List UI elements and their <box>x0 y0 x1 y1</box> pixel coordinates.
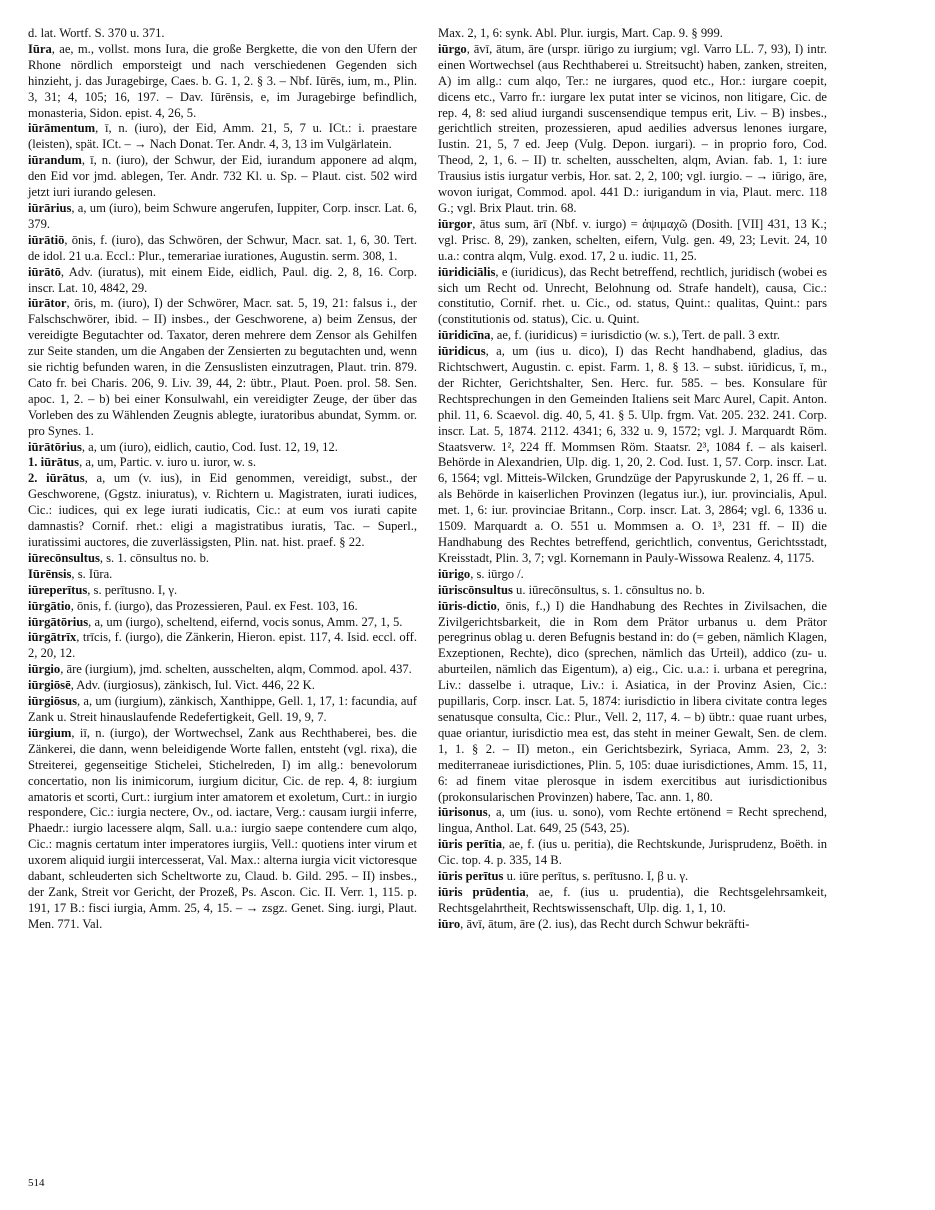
dictionary-entry <box>28 471 417 551</box>
dictionary-entry <box>28 121 417 153</box>
headword: iūriscōnsultus <box>438 582 513 597</box>
headword: iūrārius <box>28 200 72 215</box>
dictionary-entry <box>28 567 417 583</box>
dictionary-entry <box>438 344 827 567</box>
dictionary-entry <box>438 42 827 217</box>
headword: iūro <box>438 916 461 931</box>
entry-text: , ae, f. (ius u. prudentia), die Rechtsgelehrsamkeit, Rechtsgelahrtheit, Rechtswissenschaft, Ulp. dig. 1, 1, 10. <box>438 884 827 915</box>
dictionary-entry <box>438 599 827 806</box>
right-column <box>438 26 827 933</box>
dictionary-entry <box>28 694 417 726</box>
headword: iūrisonus <box>438 805 488 820</box>
entry-text: , ōris, m. (iuro), I) der Schwörer, Macr. sat. 5, 19, 21: falsus i., der Falschschwörer, ibid. – II) insbes., der Geschworene, a) beim Zensus, der vereidigte Begutachter od. Taxator, deren mehrere dem Zensor als Gehilfen zur Seite standen, um die Angaben der Zensierten zu begutachten und, wenn sie richtig befunden waren, in die Zensuslisten einzutragen, Plaut. trin. 879. Cato fr. bei Charis. 206, 9. Liv. 39, 44, 2: übtr., Plaut. Poen. prol. 58. Sen. apoc. 1, 2. – b) bei einer Konsulwahl, ein vereidigter Zeuge, der über das Vorleben des zu Wählenden Zeugnis ablegte, iuratoribus abundat, Symm. or. pro Synes. 1. <box>28 296 417 438</box>
entry-text: , s. Iūra. <box>71 566 113 581</box>
dictionary-entry <box>438 265 827 329</box>
entry-text: , ōnis, f.,) I) die Handhabung des Rechtes in Zivilsachen, die Zivilgerichtsbarkeit, die in Rom dem Prätor urbanus u. dem Prätor peregrinus oblag u. deren Befugnis bestand in: do (= geben, nämlich Klagen, Exzeptionen, Rechte), dico (sprechen, nämlich das Urteil), addico (zu- u. aburteilen, nämlich das Eigentum), a) eig., Cic. u.a.: i. urbana et peregrina, Liv.: dasselbe i. utraque, Liv.: i. Asiatica, in der Provinz Asien, Cic.: pupillaris, Corp. inscr. Lat. 5, 1874: iurisdictio in libera civitate contra leges senatusque consulta, Cic.: Plur., Vell. 2, 117, 4. – b) übtr.: quae ruant urbes, quae oriantur, iurisdictio mea est, das steht in meiner Gewalt, Sen. de clem. 1, 1. § 2. – II) meton., ein Gerichtsbezirk, Syriaca, Amm. 23, 2, 3: mediterraneae iurisdictiones, Plin. 5, 105: duae iurisdictiones, Amm. 15, 11, 6: ad finem vitae plerosque in isdem exercitibus aut iurisdictionibus (prokonsularischen Provinzen) habere, Tac. ann. 1, 80. <box>438 598 827 804</box>
dictionary-entry <box>438 583 827 599</box>
headword: iūrgiōsus <box>28 694 77 709</box>
headword: iūrandum <box>28 153 82 168</box>
entry-text: , āre (iurgium), jmd. schelten, ausschelten, alqm, Commod. apol. 437. <box>60 662 412 677</box>
entry-text: , Adv. (iuratus), mit einem Eide, eidlich, Paul. dig. 2, 8, 16. Corp. inscr. Lat. 10, 4842, 29. <box>28 264 417 295</box>
headword: 2. iūrātus <box>28 471 85 486</box>
dictionary-entry <box>28 599 417 615</box>
entry-text: u. iūrecōnsultus, s. 1. cōnsultus no. b. <box>512 582 705 597</box>
headword: iūris prūdentia <box>438 884 526 899</box>
entry-text: , ōnis, f. (iuro), das Schwören, der Schwur, Macr. sat. 1, 6, 30. Tert. de idol. 21 u.a. Eccl.: Plur., temerariae iurationes, Augustin. serm. 308, 1. <box>28 232 417 263</box>
headword: Iūra <box>28 41 52 56</box>
dictionary-entry <box>28 201 417 233</box>
headword: iūrātiō <box>28 232 65 247</box>
headword: iūris-dictio <box>438 598 497 613</box>
entry-text: , ae, f. (ius u. peritia), die Rechtskunde, Jurisprudenz, Boëth. in Cic. top. 4. p. 335, 14 B. <box>438 837 827 868</box>
headword: 1. iūrātus <box>28 455 80 470</box>
headword: iūrgātrīx <box>28 630 77 645</box>
dictionary-entry <box>438 885 827 917</box>
headword: iūridicus <box>438 344 486 359</box>
dictionary-entry <box>28 583 417 599</box>
dictionary-entry <box>28 726 417 933</box>
dictionary-entry <box>438 567 827 583</box>
dictionary-entry <box>28 551 417 567</box>
headword: iūrgiōsē <box>28 678 71 693</box>
entry-text: , Adv. (iurgiosus), zänkisch, Iul. Vict. 446, 22 K. <box>70 678 315 693</box>
dictionary-entry <box>28 630 417 662</box>
headword: iūrgor <box>438 216 473 231</box>
headword: iūrigo <box>438 566 471 581</box>
entry-text: d. lat. Wortf. S. 370 u. 371. <box>28 26 165 40</box>
entry-text: , a, um (iuro), eidlich, cautio, Cod. Iust. 12, 19, 12. <box>81 439 338 454</box>
dictionary-entry <box>28 455 417 471</box>
headword: iūrātor <box>28 296 67 311</box>
headword: iūridiciālis <box>438 264 496 279</box>
entry-text: , e (iuridicus), das Recht betreffend, rechtlich, juridisch (wobei es sich um Recht od. Unrecht, Belohnung od. Strafe handelt), causa, Cic.: constitutio, Cornif. rhet. u. Cic., od. status, Quint.: qualitas, Quint.: pars (constitutionis od. status), Cic. u. Quint. <box>438 264 827 327</box>
entry-text: , trīcis, f. (iurgo), die Zänkerin, Hieron. epist. 117, 4. Isid. eccl. off. 2, 20, 12. <box>28 630 417 661</box>
dictionary-entry <box>28 678 417 694</box>
entry-text: , a, um (ius u. dico), I) das Recht handhabend, gladius, das Richtschwert, Augustin. c. epist. Farm. 1, 8. § 13. – subst. iūridicus, ī, m., der Richter, Gerichtshalter, Sen. Herc. fur. 585. – bes. Konsulare für Rechtsprechungen in den Gemeinden Italiens seit Marc Aurel, Capit. Anton. phil. 11, 6. Scaevol. dig. 40, 5, 41. § 5. Ulp. frgm. Vat. 205. 232. 241. Corp. inscr. Lat. 5, 1874. 2112. 4341; 6, 332 u. 9, 1572; vgl. J. Marquardt Röm. Staatsverw. 1², 224 ff. Mommsen Röm. Staatsr. 2³, 1084 f. – als kaiserl. Behörde in Alexandrien, Ulp. dig. 1, 20, 2. Cod. Iust. 1, 57. Corp. inscr. Lat. 6, 1564; vgl. Mitteis-Wilcken, Grundzüge der Papyruskunde 2, 1, 26 ff. – u. als Behörde in kaiserlichen Provinzen (legatus iur.), iur. provincialis, Apul. met. 1, 6: iur. provinciae Britann., Corp. inscr. Lat. 3, 2864; vgl. 6, 1336 u. 1509. Marquardt a. O. 551 u. Mommsen a. O. 1³, 231 ff. – II) die Handhabung des Rechtes betreffend, gerichtlich, conventus, Gerichtsstadt, Kreisstadt, Plin. 3, 7; vgl. Kornemann in Pauly-Wissowa Realenz. 4, 1175. <box>438 344 827 565</box>
headword: iūrāmentum <box>28 121 96 136</box>
entry-text: , a, um (iurgo), scheltend, eifernd, vocis sonus, Amm. 27, 1, 5. <box>88 614 403 629</box>
entry-text: , āvī, ātum, āre (2. ius), das Recht durch Schwur bekräfti- <box>460 916 750 931</box>
dictionary-entry <box>28 26 417 42</box>
headword: iūrecōnsultus <box>28 550 100 565</box>
entry-text: Max. 2, 1, 6: synk. Abl. Plur. iurgis, Mart. Cap. 9. § 999. <box>438 26 723 40</box>
headword: iūrgium <box>28 725 72 740</box>
dictionary-entry <box>28 153 417 201</box>
dictionary-entry <box>28 662 417 678</box>
dictionary-page <box>28 26 918 1191</box>
entry-text: , a, um, Partic. v. iuro u. iuror, w. s. <box>79 455 257 470</box>
dictionary-entry <box>438 917 827 933</box>
entry-text: , a, um (v. ius), in Eid genommen, vereidigt, subst., der Geschworene, (Ggstz. iniuratus), v. Richtern u. Magistraten, iurati iudices, Cic.: iudices, qui ex lege iurati iudicatis, Cic.: at eum vos iurati capite damnastis? Cornif. rhet.: eligi a magistratibus iuratis, Tac. – Superl., iuratissimi auctores, die zuverlässigsten, Plin. nat. hist. praef. § 22. <box>28 471 417 549</box>
dictionary-entry <box>438 869 827 885</box>
headword: iūrgo <box>438 41 467 56</box>
entry-text: , ī, n. (iuro), der Eid, Amm. 21, 5, 7 u. ICt.: i. praestare (leisten), spät. ICt. – → Nach Donat. Ter. Andr. 4, 3, 13 im Vulgärlatein. <box>28 121 417 152</box>
dictionary-entry <box>438 217 827 265</box>
headword: iūreperītus <box>28 582 88 597</box>
entry-text: , ōnis, f. (iurgo), das Prozessieren, Paul. ex Fest. 103, 16. <box>70 598 358 613</box>
headword: iūrātōrius <box>28 439 82 454</box>
entry-text: , a, um (iurgium), zänkisch, Xanthippe, Gell. 1, 17, 1: facundia, auf Zank u. Streit hinauslaufende Redefertigkeit, Gell. 19, 9, 7. <box>28 694 417 724</box>
entry-text: , ātus sum, ārī (Nbf. v. iurgo) = ἀψιμαχῶ (Dosith. [VII] 431, 13 K.; vgl. Prisc. 8, 29), zanken, schelten, eifern, Vulg. gen. 49, 23; Levit. 24, 10 u.a.: contra alqm, Vulg. exod. 17, 2 u. iudic. 11, 25. <box>438 216 827 263</box>
headword: iūris perītus <box>438 869 504 884</box>
entry-text: , a, um (iuro), beim Schwure angerufen, Iuppiter, Corp. inscr. Lat. 6, 379. <box>28 200 417 231</box>
dictionary-entry <box>438 328 827 344</box>
entry-text: , ī, n. (iuro), der Schwur, der Eid, iurandum apponere ad alqm, den Eid vor jmd. ablegen, Ter. Andr. 732 Kl. u. Sp. – Plaut. cist. 502 wird jetzt iuri iurando gelesen. <box>28 153 417 200</box>
entry-text: , iī, n. (iurgo), der Wortwechsel, Zank aus Rechthaberei, bes. die Zänkerei, die dann, wenn beleidigende Worte fallen, entsteht (vgl. rixa), die Streiterei, gegenseitige Stichelei, Stichelreden, I) im allg.: benevolorum concertatio, non lis inimicorum, iurgium dicitur, Cic. de rep. 4, 8: iurgium amatoris et scorti, Curt.: iurgium inter amatorem et exoletum, Curt.: in iurgio respondere, Cic.: iurgia nectere, Ov., od. iactare, Verg.: causam iurgii inferre, Phaedr.: iurgio lacessere alqm, Sall. u.a.: iurgio saepe contendere cum alqo, Cic.: magnis certatum inter imperatores iurgiis, Vell.: quotiens inter virum et uxorem aliquid iurgii intercesserat, Val. Max.: alterna iurgia vicit victoresque dabant, schleuderten sich Scheltworte zu, Claud. b. Gild. 295. – II) insbes., der Zank, Streit vor Gericht, der Prozeß, Ps. Ascon. Cic. II. Verr. 1, 115. p. 191, 17 B.: fisci iurgia, Amm. 25, 4, 15. – → zsgz. Genet. Sing. iurgi, Plaut. Men. 771. Val. <box>28 725 417 931</box>
left-column <box>28 26 417 933</box>
headword: iūris perītia <box>438 837 502 852</box>
headword: iūrgātio <box>28 598 71 613</box>
dictionary-entry <box>28 296 417 439</box>
dictionary-entry <box>28 615 417 631</box>
dictionary-entry <box>28 42 417 122</box>
headword: iūridicīna <box>438 328 491 343</box>
headword: iūrātō <box>28 264 61 279</box>
dictionary-entry <box>28 440 417 456</box>
entry-text: , ae, m., vollst. mons Iura, die große Bergkette, die von den Ufern der Rhone nördlich emporsteigt und nach verschiedenen Gegenden sich hinzieht, j. das Juragebirge, Caes. b. G. 1, 2. § 3. – Nbf. Iūrēs, ium, m., Plin. 3, 31; 4, 105; 16, 197. – Dav. Iūrēnsis, e, im Juragebirge befindlich, monasteria, Sidon. epist. 4, 26, 5. <box>28 41 417 120</box>
entry-text: , ae, f. (iuridicus) = iurisdictio (w. s.), Tert. de pall. 3 extr. <box>490 328 780 343</box>
headword: iūrgio <box>28 662 61 677</box>
headword: Iūrēnsis <box>28 566 72 581</box>
page-number: 514 <box>28 1177 45 1189</box>
entry-text: , s. perītusno. I, γ. <box>87 582 178 597</box>
entry-text: , a, um (ius. u. sono), vom Rechte ertönend = Recht sprechend, lingua, Anthol. Lat. 649, 25 (543, 25). <box>438 805 827 836</box>
dictionary-entry <box>28 233 417 265</box>
entry-text: u. iūre perītus, s. perītusno. I, β u. γ. <box>503 869 689 884</box>
dictionary-entry <box>438 837 827 869</box>
entry-text: , s. iūrgo /. <box>470 566 524 581</box>
dictionary-entry <box>438 805 827 837</box>
headword: iūrgātōrius <box>28 614 89 629</box>
entry-text: , s. 1. cōnsultus no. b. <box>99 550 210 565</box>
entry-text: , āvī, ātum, āre (urspr. iūrigo zu iurgium; vgl. Varro LL. 7, 93), I) intr. einen Wortwechsel (aus Rechthaberei u. Streitsucht) haben, zanken, streiten, A) im allg.: cum alqo, Ter.: ne iurgares, quod etc., Hor.: iurgare coepit, dicens etc., Varro fr.: iurgare lex putat inter se vicinos, non litigare, Cic. de rep. 4, 8: sed aliud iurgandi suscensendique tempus erit, Liv. – B) insbes., gerichtlich streiten, prozessieren, apud aedilies adversus lenones iurgare, Iustin. 21, 5, 7 ed. Jeep (Vulg. Depon. iurgari). – in proprio foro, Cod. Theod, 2, 1, 6. – II) tr. schelten, ausschelten, alqm, Avian. fab. 1, 1: iure Trausius istis iurgatur verbis, Hor. sat. 2, 2, 100; vgl. iurgio. – → iūrigo, āre, wovon iurigat, Commod. apol. 441 D.: iurigandum in via, Plaut. merc. 118 G.; vgl. Brix Plaut. trin. 68. <box>438 41 827 215</box>
dictionary-entry <box>438 26 827 42</box>
dictionary-entry <box>28 265 417 297</box>
